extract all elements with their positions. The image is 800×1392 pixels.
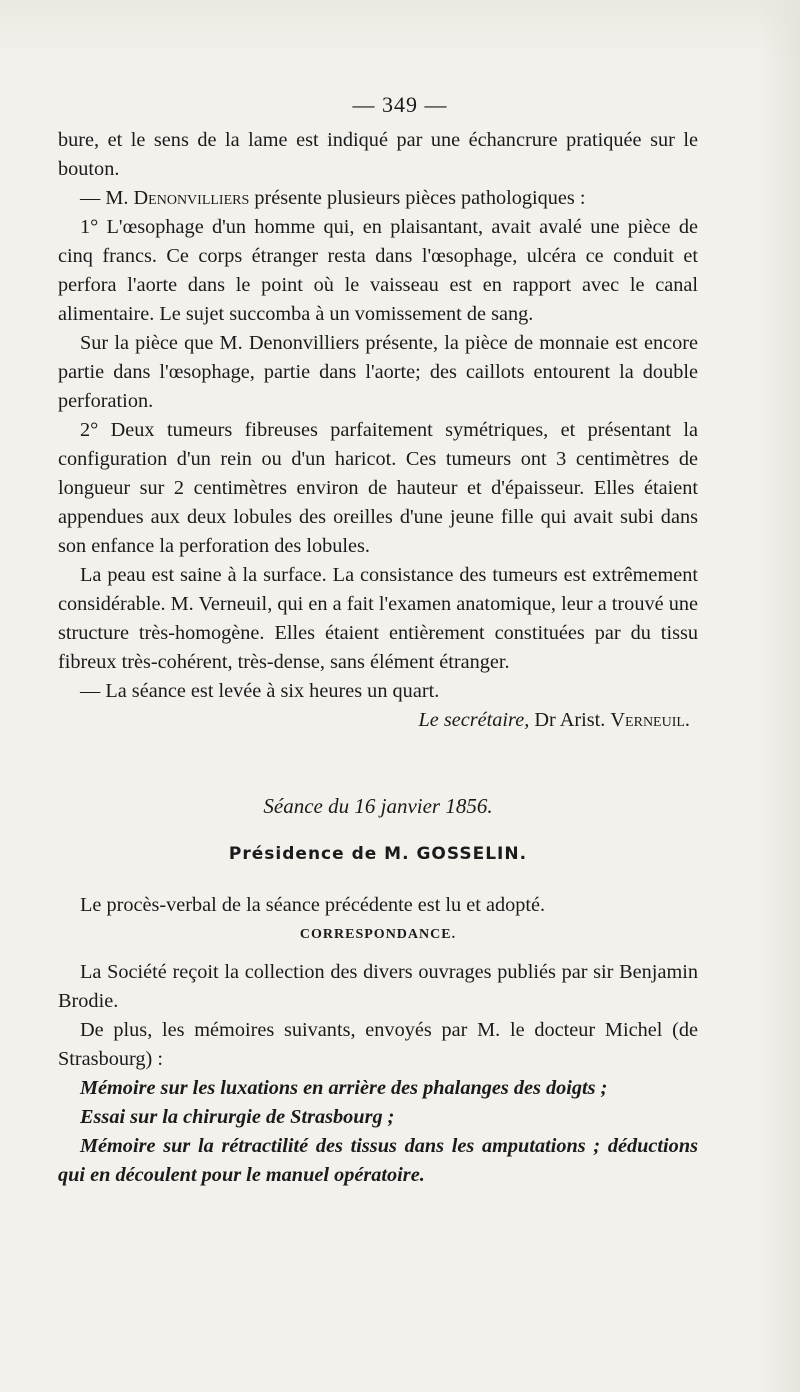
dash-prefix: — M. — [80, 187, 134, 209]
paragraph-denonvilliers — [58, 184, 698, 213]
paragraph-memoires-intro: De plus, les mémoires suivants, envoyés par M. le docteur Michel (de Strasbourg) : — [58, 1019, 698, 1070]
essai-chirurgie: Essai sur la chirurgie de Strasbourg ; — [80, 1106, 395, 1128]
signature-prefix: Dr Arist. — [534, 709, 611, 731]
signature-name: Verneuil. — [610, 709, 690, 731]
paragraph-societe: La Société reçoit la collection des divers ouvrages publiés par sir Benjamin Brodie. — [58, 961, 698, 1012]
presidence-heading: Présidence de M. GOSSELIN. — [228, 844, 528, 864]
spacer — [58, 735, 698, 791]
paragraph-peau: La peau est saine à la surface. La consistance des tumeurs est extrêmement considérable. M. Verneuil, qui en a fait l'examen anatomique, leur a trouvé une structure très-homogène. Elles étaient entièrement constituées par du tissu fibreux très-cohérent, très-dense, sans élément étranger. — [58, 564, 698, 673]
correspondance-heading: CORRESPONDANCE. — [299, 927, 457, 942]
paragraph-piece: Sur la pièce que M. Denonvilliers présente, la pièce de monnaie est encore partie dans l'œsophage, partie dans l'aorte; des caillots entourent la double perforation. — [58, 332, 698, 412]
paragraph-tumeurs: 2° Deux tumeurs fibreuses parfaitement symétriques, et présentant la configuration d'un rein ou d'un haricot. Ces tumeurs ont 3 centimètres de longueur sur 2 centimètres environ de hauteur et d'épaisseur. Elles étaient appendues aux deux lobules des oreilles d'une jeune fille qui avait subi dans son enfance la perforation des lobules. — [58, 419, 698, 557]
paragraph-seance-levee: — La séance est levée à six heures un quart. — [80, 680, 440, 702]
memoire-retractilite: Mémoire sur la rétractilité des tissus dans les amputations ; déductions qui en découlent pour le manuel opératoire. — [58, 1135, 698, 1186]
paragraph-oesophage: 1° L'œsophage d'un homme qui, en plaisantant, avait avalé une pièce de cinq francs. Ce corps étranger resta dans l'œsophage, ulcéra ce conduit et perfora l'aorte dans le point où le vaisseau est en rapport avec le canal alimentaire. Le sujet succomba à un vomissement de sang. — [58, 216, 698, 325]
page-shadow-top — [0, 0, 800, 60]
spacer — [58, 950, 698, 958]
spacer — [58, 869, 698, 891]
memoire-luxations: Mémoire sur les luxations en arrière des phalanges des doigts ; — [80, 1077, 608, 1099]
author-name: Denonvilliers — [133, 187, 250, 209]
body-text — [58, 126, 698, 1190]
spacer — [58, 821, 698, 839]
seance-title: Séance du 16 janvier 1856. — [263, 794, 493, 818]
page-number: — 349 — — [352, 92, 448, 117]
proces-verbal: Le procès-verbal de la séance précédente est lu et adopté. — [80, 894, 546, 916]
paragraph-rest: présente plusieurs pièces pathologiques : — [249, 187, 586, 209]
paragraph-continuation: bure, et le sens de la lame est indiqué par une échancrure pratiquée sur le bouton. — [58, 129, 698, 180]
signature — [58, 706, 698, 735]
signature-role: Le secrétaire, — [418, 709, 530, 731]
page-shadow-right — [760, 0, 800, 1392]
